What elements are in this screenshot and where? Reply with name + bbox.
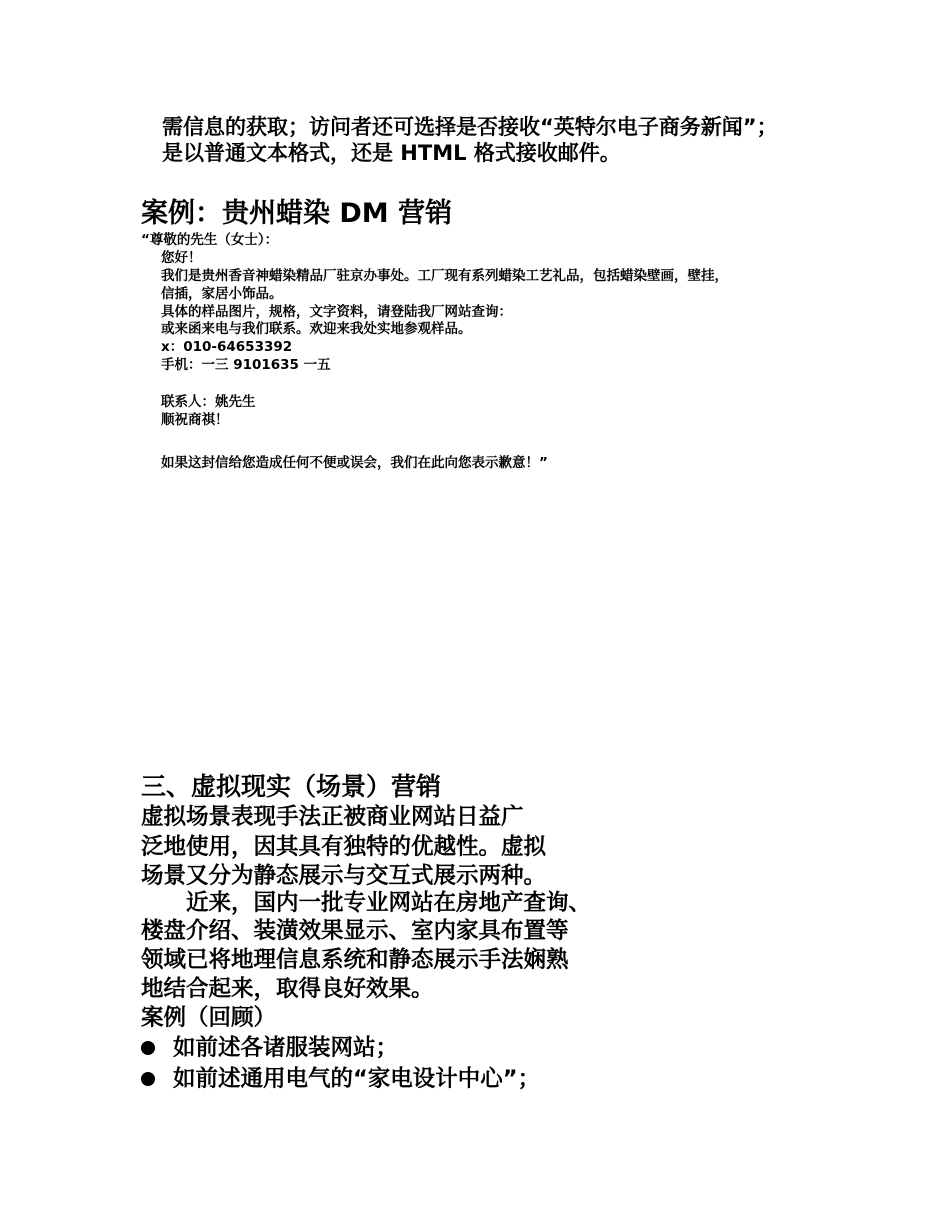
section-body-line: 虚拟场景表现手法正被商业网站日益广 (141, 804, 524, 830)
letter-contact: 联系人：姚先生 (161, 394, 256, 410)
letter-phone: x：010-64653392 (161, 339, 293, 355)
list-item (141, 1033, 398, 1063)
list-item-text: 如前述各诸服装网站； (173, 1035, 399, 1061)
letter-apology: 如果这封信给您造成任何不便或误会，我们在此向您表示歉意！” (161, 455, 548, 471)
letter-body-line-3: 具体的样品图片，规格，文字资料，请登陆我厂网站查询： (161, 304, 512, 320)
letter-mobile: 手机：一三 9101635 一五 (161, 357, 331, 373)
intro-line-2: 是以普通文本格式，还是 HTML 格式接收邮件。 (162, 141, 621, 165)
section-body-line: 场景又分为静态展示与交互式展示两种。 (141, 863, 547, 889)
letter-greeting: 您好！ (161, 250, 202, 266)
intro-line-1: 需信息的获取；访问者还可选择是否接收“英特尔电子商务新闻”； (162, 115, 778, 139)
list-item-text: 如前述通用电气的“家电设计中心”； (173, 1066, 541, 1092)
letter-body-line-4: 或来函来电与我们联系。欢迎来我处实地参观样品。 (161, 321, 472, 337)
letter-body-line-1: 我们是贵州香音神蜡染精品厂驻京办事处。工厂现有系列蜡染工艺礼品，包括蜡染壁画，壁挂， (161, 268, 728, 284)
section-body-line: 领域已将地理信息系统和静态展示手法娴熟 (141, 947, 569, 973)
section-body-line: 楼盘介绍、装潢效果显示、室内家具布置等 (141, 918, 569, 944)
letter-closing: 顺祝商祺！ (161, 412, 229, 428)
letter-salutation: “尊敬的先生（女士）： (141, 232, 279, 248)
bullet-icon (141, 1041, 155, 1055)
letter-body-line-2: 信插，家居小饰品。 (161, 286, 283, 302)
bullet-icon (141, 1072, 155, 1086)
section-body-line: 地结合起来，取得良好效果。 (141, 976, 434, 1002)
section-heading-virtual-reality: 三、虚拟现实（场景）营销 (141, 772, 442, 801)
review-heading: 案例（回顾） (141, 1005, 277, 1031)
section-body-line: 近来，国内一批专业网站在房地产查询、 (141, 890, 592, 916)
case-study-heading: 案例：贵州蜡染 DM 营销 (141, 198, 453, 229)
section-body-line: 泛地使用，因其具有独特的优越性。虚拟 (141, 834, 547, 860)
list-item (141, 1064, 540, 1094)
